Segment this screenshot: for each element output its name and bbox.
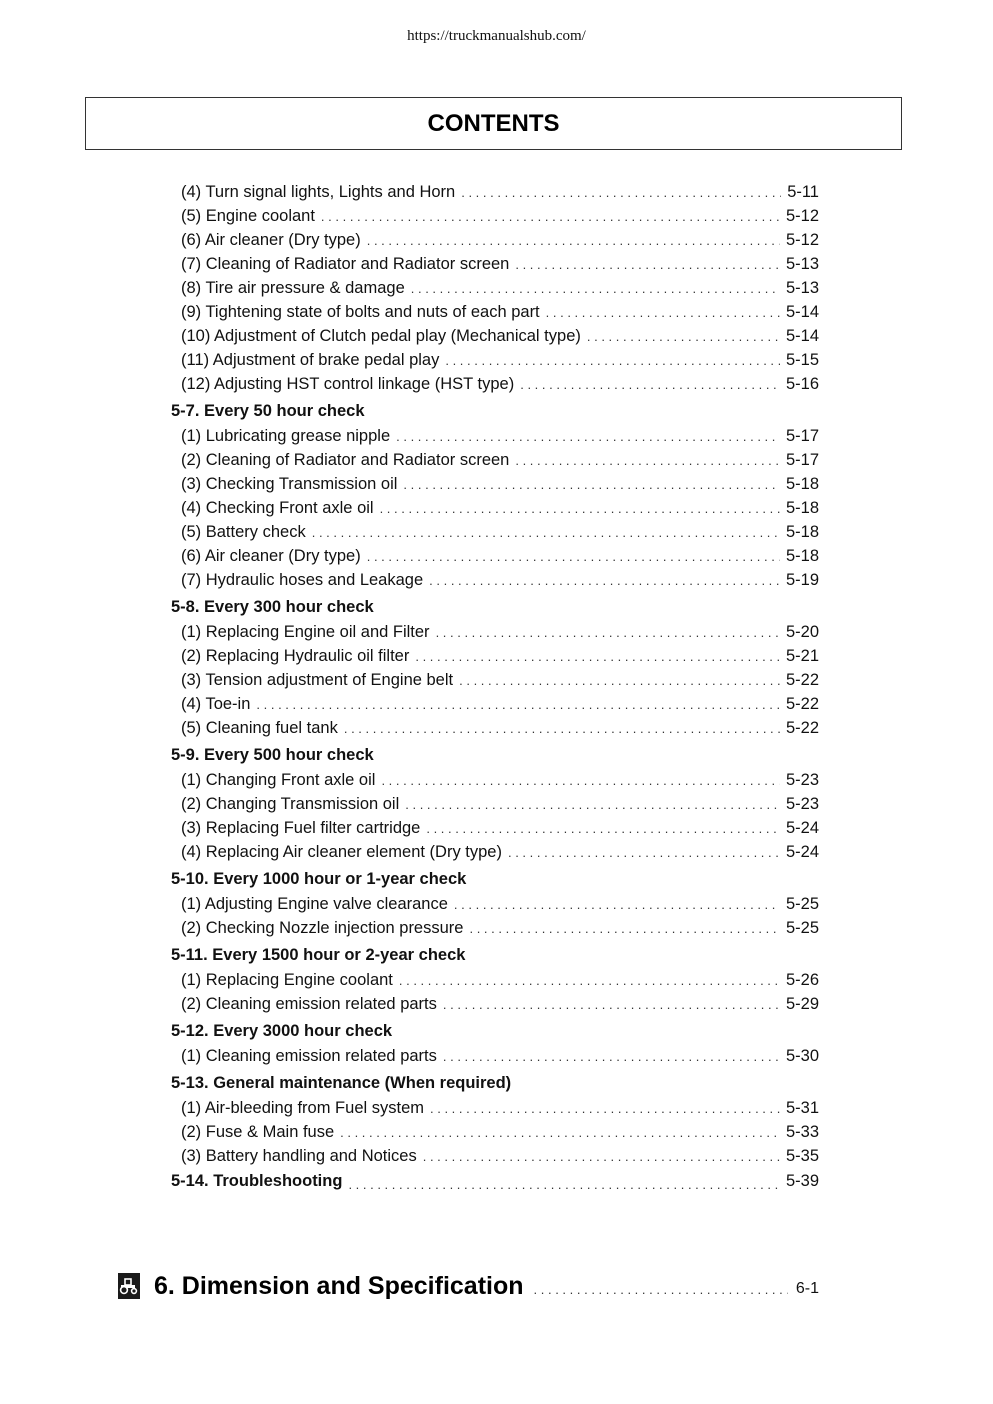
section-heading[interactable]: 5-13. General maintenance (When required) <box>171 1074 512 1092</box>
toc-entry[interactable] <box>181 180 819 204</box>
toc-entry[interactable] <box>181 668 819 692</box>
toc-entry-label: (3) Tension adjustment of Engine belt <box>181 671 454 689</box>
toc-entry-label: (1) Replacing Engine oil and Filter <box>181 623 430 641</box>
toc-entry-page: 5-22 <box>785 695 819 713</box>
leader-dots <box>403 474 780 496</box>
toc-entry-label: (5) Battery check <box>181 523 306 541</box>
toc-entry-page: 5-35 <box>785 1147 819 1165</box>
leader-dots <box>312 522 780 544</box>
toc-entry-label: (12) Adjusting HST control linkage (HST type) <box>181 375 515 393</box>
toc-entry-label: (5) Cleaning fuel tank <box>181 719 338 737</box>
toc-entry-label: (4) Checking Front axle oil <box>181 499 374 517</box>
leader-dots <box>256 694 780 716</box>
toc-entry[interactable] <box>181 496 819 520</box>
leader-dots <box>515 254 780 276</box>
toc-entry-page: 5-26 <box>785 971 819 989</box>
toc-entry[interactable] <box>181 424 819 448</box>
toc-entry[interactable] <box>181 792 819 816</box>
toc-entry-label: (3) Replacing Fuel filter cartridge <box>181 819 421 837</box>
leader-dots <box>469 918 780 940</box>
toc-entry-label: (2) Replacing Hydraulic oil filter <box>181 647 410 665</box>
toc-entry-label: (4) Turn signal lights, Lights and Horn <box>181 183 456 201</box>
toc-entry-label: (1) Replacing Engine coolant <box>181 971 393 989</box>
tractor-icon <box>118 1273 140 1299</box>
leader-dots <box>459 670 780 692</box>
toc-entry-label: (10) Adjustment of Clutch pedal play (Mechanical type) <box>181 327 581 345</box>
toc-entry-label: (3) Checking Transmission oil <box>181 475 398 493</box>
leader-dots <box>461 182 781 204</box>
toc-entry-page: 5-18 <box>785 475 819 493</box>
leader-dots <box>380 498 780 520</box>
toc-entry[interactable] <box>181 348 819 372</box>
section-heading[interactable]: 5-7. Every 50 hour check <box>171 402 365 420</box>
leader-dots <box>443 994 780 1016</box>
toc-entry-page: 5-13 <box>785 279 819 297</box>
toc-entry[interactable] <box>181 1044 819 1068</box>
toc-entry-page: 5-14 <box>785 327 819 345</box>
toc-entry[interactable] <box>181 644 819 668</box>
toc-entry-page: 5-18 <box>785 523 819 541</box>
toc-entry-page: 5-12 <box>785 207 819 225</box>
toc-entry-page: 5-33 <box>785 1123 819 1141</box>
toc-entry-page: 5-17 <box>785 427 819 445</box>
leader-dots <box>445 350 780 372</box>
toc-entry-page: 5-20 <box>785 623 819 641</box>
toc-entry[interactable] <box>181 916 819 940</box>
leader-dots <box>381 770 780 792</box>
toc-entry[interactable] <box>181 568 819 592</box>
toc-entry-label: (1) Cleaning emission related parts <box>181 1047 437 1065</box>
section-heading[interactable]: 5-8. Every 300 hour check <box>171 598 374 616</box>
toc-entry-page: 5-16 <box>785 375 819 393</box>
toc-entry[interactable] <box>181 520 819 544</box>
toc-entry-page: 5-25 <box>785 895 819 913</box>
toc-entry-page: 5-17 <box>785 451 819 469</box>
toc-entry-page: 5-24 <box>785 843 819 861</box>
toc-entry[interactable] <box>181 1120 819 1144</box>
toc-entry-page: 5-11 <box>787 183 819 201</box>
toc-entry[interactable] <box>181 968 819 992</box>
toc-entry-label: (6) Air cleaner (Dry type) <box>181 547 361 565</box>
chapter-entry[interactable] <box>118 1268 819 1304</box>
toc-entry-page: 5-13 <box>785 255 819 273</box>
toc-entry[interactable] <box>181 768 819 792</box>
toc-entry-page: 5-21 <box>785 647 819 665</box>
toc-entry[interactable] <box>181 276 819 300</box>
section-heading[interactable]: 5-9. Every 500 hour check <box>171 746 374 764</box>
toc-entry-page: 5-18 <box>785 499 819 517</box>
toc-entry-page: 5-14 <box>785 303 819 321</box>
leader-dots <box>340 1122 780 1144</box>
toc-entry[interactable] <box>181 372 819 396</box>
toc-entry-label: (2) Cleaning of Radiator and Radiator screen <box>181 451 510 469</box>
chapter-title: 6. Dimension and Specification <box>154 1271 524 1300</box>
toc-entry-label: (7) Cleaning of Radiator and Radiator screen <box>181 255 510 273</box>
contents-header-box <box>85 97 902 150</box>
section-heading[interactable]: 5-12. Every 3000 hour check <box>171 1022 393 1040</box>
toc-entry-page: 5-12 <box>785 231 819 249</box>
toc-entry[interactable] <box>181 544 819 568</box>
toc-entry-label: (9) Tightening state of bolts and nuts of each part <box>181 303 540 321</box>
leader-dots <box>423 1146 780 1168</box>
toc-entry-label: (4) Toe-in <box>181 695 251 713</box>
leader-dots <box>348 1174 780 1196</box>
toc-entry-label: (4) Replacing Air cleaner element (Dry type) <box>181 843 502 861</box>
toc-entry[interactable] <box>181 228 819 252</box>
leader-dots <box>546 302 780 324</box>
toc-entry[interactable] <box>181 716 819 740</box>
toc-entry-label: (7) Hydraulic hoses and Leakage <box>181 571 424 589</box>
toc-entry[interactable] <box>181 1144 819 1168</box>
leader-dots <box>429 570 780 592</box>
toc-entry-page: 5-22 <box>785 719 819 737</box>
toc-entry[interactable] <box>181 692 819 716</box>
toc-entry-page: 5-19 <box>785 571 819 589</box>
toc-entry[interactable] <box>181 816 819 840</box>
toc-entry-page: 5-25 <box>785 919 819 937</box>
toc-entry[interactable] <box>181 252 819 276</box>
toc-entry-page: 5-31 <box>785 1099 819 1117</box>
leader-dots <box>344 718 780 740</box>
toc-entry-page: 5-30 <box>785 1047 819 1065</box>
leader-dots <box>399 970 780 992</box>
toc-entry[interactable] <box>181 448 819 472</box>
leader-dots <box>520 374 780 396</box>
toc-entry[interactable] <box>181 620 819 644</box>
chapter-page: 6-1 <box>795 1280 819 1297</box>
contents-title: CONTENTS <box>427 109 560 137</box>
toc-entry-page: 5-15 <box>785 351 819 369</box>
toc-entry[interactable] <box>181 892 819 916</box>
toc-entry-label: (2) Checking Nozzle injection pressure <box>181 919 464 937</box>
leader-dots <box>367 230 780 252</box>
toc-entry-label: (1) Changing Front axle oil <box>181 771 376 789</box>
toc-entry-label: 5-14. Troubleshooting <box>171 1172 343 1190</box>
table-of-contents <box>0 180 993 1196</box>
leader-dots <box>405 794 780 816</box>
toc-entry[interactable] <box>181 992 819 1016</box>
leader-dots <box>508 842 780 864</box>
page-url: https://truckmanualshub.com/ <box>407 28 586 44</box>
leader-dots <box>367 546 780 568</box>
leader-dots <box>443 1046 780 1068</box>
toc-entry[interactable] <box>181 204 819 228</box>
toc-entry-page: 5-23 <box>785 795 819 813</box>
leader-dots <box>534 1282 788 1297</box>
toc-entry[interactable] <box>181 840 819 864</box>
toc-entry-page: 5-24 <box>785 819 819 837</box>
leader-dots <box>515 450 780 472</box>
toc-entry-page: 5-18 <box>785 547 819 565</box>
toc-entry-page: 5-23 <box>785 771 819 789</box>
toc-entry-label: (8) Tire air pressure & damage <box>181 279 405 297</box>
toc-entry[interactable] <box>181 300 819 324</box>
leader-dots <box>321 206 780 228</box>
toc-entry-page: 5-29 <box>785 995 819 1013</box>
leader-dots <box>430 1098 780 1120</box>
toc-entry-label: (1) Adjusting Engine valve clearance <box>181 895 448 913</box>
toc-entry-label: (6) Air cleaner (Dry type) <box>181 231 361 249</box>
leader-dots <box>436 622 780 644</box>
leader-dots <box>411 278 780 300</box>
troubleshooting-entry[interactable] <box>171 1168 819 1196</box>
toc-entry-label: (2) Cleaning emission related parts <box>181 995 437 1013</box>
toc-entry[interactable] <box>181 472 819 496</box>
toc-entry[interactable] <box>181 1096 819 1120</box>
leader-dots <box>587 326 780 348</box>
leader-dots <box>396 426 780 448</box>
toc-entry-label: (2) Fuse & Main fuse <box>181 1123 335 1141</box>
toc-entry-label: (1) Air-bleeding from Fuel system <box>181 1099 424 1117</box>
section-heading[interactable]: 5-11. Every 1500 hour or 2-year check <box>171 946 466 964</box>
toc-entry-label: (5) Engine coolant <box>181 207 315 225</box>
toc-entry-label: (1) Lubricating grease nipple <box>181 427 391 445</box>
toc-entry-label: (11) Adjustment of brake pedal play <box>181 351 440 369</box>
toc-entry[interactable] <box>181 324 819 348</box>
toc-entry-page: 5-22 <box>785 671 819 689</box>
leader-dots <box>454 894 780 916</box>
leader-dots <box>426 818 780 840</box>
leader-dots <box>415 646 780 668</box>
toc-entry-label: (3) Battery handling and Notices <box>181 1147 417 1165</box>
toc-entry-label: (2) Changing Transmission oil <box>181 795 400 813</box>
toc-entry-page: 5-39 <box>785 1172 819 1190</box>
section-heading[interactable]: 5-10. Every 1000 hour or 1-year check <box>171 870 467 888</box>
